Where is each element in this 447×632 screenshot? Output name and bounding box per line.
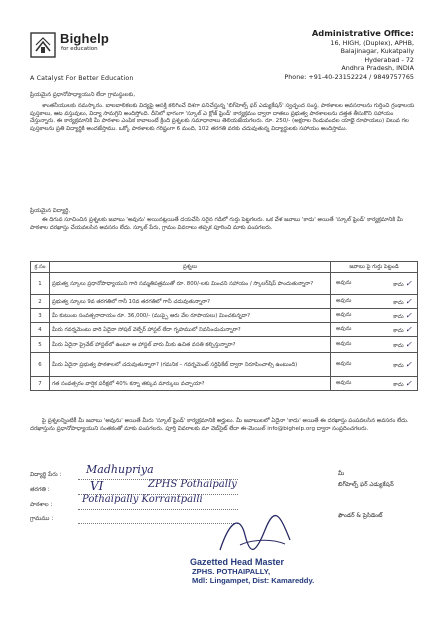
organization-label: బిగ్‌హెల్ప్ ఫర్ ఎడ్యుకేషన్	[338, 482, 394, 488]
question-text: మీరు ఏదైనా ప్రైవేట్ హాస్టల్‌లో ఉంటూ ఆ హాస్టల్ వారు మీకు ఉచిత వసతి కల్పిస్తున్నారా?	[50, 337, 331, 353]
office-line: 16, HIGH, (Duplex), APHB,	[330, 39, 414, 47]
checkmark-icon: ✓	[405, 324, 412, 334]
village-label: గ్రామము :	[30, 516, 54, 522]
questions-table	[30, 261, 418, 391]
row-number: 6	[31, 353, 50, 377]
salutation: ప్రియమైన ప్రధానోపాధ్యాయుని లేదా గ్రామస్థులకు,	[30, 92, 136, 98]
instruction-paragraph: ఈ దిగువ సూచించిన ప్రశ్నలకు జవాబు 'అవును' అయినట్లయితే దయచేసి సరైన గడిలో గుర్తు పెట్టగలరు. ఒక వేళ జవాబు 'కాదు' అయితే 'స్కూల్ ఫ్రెండ్' కార్యక్రమానికి మీ పాఠశాల దరఖాస్తు చేయవలసిన అవసరం లేదు. స్కూల్ పేరు, గ్రామం వివరాలు తప్పక పూరించి మాకు పంపగలరు.	[30, 217, 403, 231]
headmaster-signature	[210, 510, 300, 560]
table-header: ప్రశ్నలు	[50, 262, 331, 273]
brand-name: Bighelp	[60, 31, 110, 46]
stamp-location: Mdl: Lingampet, Dist: Kamareddy.	[192, 576, 315, 585]
no-option[interactable]: కాదు	[393, 281, 404, 288]
question-text: మీరు గవర్నమెంటు వారి ఏదైనా సోషల్ వెల్ఫేర్ హాస్టల్ లేదా గృహములో నివసించుచున్నారా?	[50, 323, 331, 337]
yes-option[interactable]: అవును	[336, 279, 352, 286]
table-row	[31, 273, 418, 295]
office-line: Balajinagar, Kukatpally	[340, 47, 414, 56]
no-option[interactable]: కాదు	[393, 327, 404, 334]
office-phone: Phone: +91-40-23152224 / 9849757765	[284, 73, 414, 82]
class-value[interactable]: VI	[90, 479, 104, 493]
question-text: మీరు ఏదైనా ప్రభుత్వ పాఠశాలలో చదువుతున్నారా? (గమనిక – గవర్నమెంట్ సర్టిఫికేట్ ద్వారా నిరూపించాల్సి ఉంటుంది)	[50, 353, 331, 377]
headmaster-stamp	[190, 557, 325, 585]
office-line: Andhra Pradesh, INDIA	[341, 63, 414, 72]
table-row	[31, 295, 418, 309]
table-row	[31, 323, 418, 337]
table-header-row	[31, 262, 418, 273]
tagline: A Catalyst For Better Education	[30, 75, 134, 82]
answer-cell[interactable]	[331, 377, 418, 391]
school-label: పాఠశాల :	[30, 502, 53, 508]
question-text: మీ కుటుంబ సంవత్సరాదాయం రూ. 36,000/- (ముప్పై ఆరు వేల రూపాయలు) మించకున్నదా?	[50, 309, 331, 323]
checkmark-icon: ✓	[405, 339, 412, 349]
row-number: 2	[31, 295, 50, 309]
checkmark-icon: ✓	[405, 310, 412, 320]
closing-label: మీ	[338, 471, 345, 477]
row-number: 5	[31, 337, 50, 353]
yes-option[interactable]: అవును	[336, 297, 352, 304]
yes-option[interactable]: అవును	[336, 325, 352, 332]
checkmark-icon: ✓	[405, 378, 412, 388]
table-row	[31, 337, 418, 353]
stamp-school: ZPHS. POTHAIPALLY,	[192, 567, 271, 576]
no-option[interactable]: కాదు	[393, 381, 404, 388]
class-label: తరగతి :	[30, 487, 50, 493]
row-number: 1	[31, 273, 50, 295]
question-text: గత సంవత్సరం వార్షిక పరీక్షలో 40% కన్నా తక్కువ మార్కులు వచ్చాయా?	[50, 377, 331, 391]
answer-cell[interactable]	[331, 273, 418, 295]
checkmark-icon: ✓	[405, 278, 412, 288]
table-row	[31, 353, 418, 377]
no-option[interactable]: కాదు	[393, 342, 404, 349]
table-header: జవాబు పై గుర్తు పెట్టండి	[331, 262, 418, 273]
office-address	[264, 28, 414, 81]
yes-option[interactable]: అవును	[336, 360, 352, 367]
student-salutation: ప్రియమైన విద్యార్థి,	[30, 208, 71, 214]
answer-cell[interactable]	[331, 309, 418, 323]
office-line: Hyderabad - 72	[364, 55, 414, 64]
table-row	[31, 309, 418, 323]
stamp-title: Gazetted Head Master	[190, 557, 285, 567]
answer-cell[interactable]	[331, 337, 418, 353]
no-option[interactable]: కాదు	[393, 299, 404, 306]
checkmark-icon: ✓	[405, 296, 412, 306]
founder-label: ఫౌండర్ & ప్రెసిడెంట్	[338, 513, 383, 519]
bighelp-logo-icon	[30, 30, 56, 60]
student-name-value[interactable]: Madhupriya	[86, 463, 154, 476]
table-header: క్ర.సం	[31, 262, 50, 273]
village-value[interactable]: Pothaipally Korrantpalli	[82, 494, 203, 505]
checkmark-icon: ✓	[405, 359, 412, 369]
intro-paragraph: శాంతనీయులకు నమస్కారం. బాలబాలికలకు విద్యపై ఆసక్తి కలిగించే దిశగా పనిచేస్తున్న 'బిగ్‌హెల్ప్ ఫర్ ఎడ్యుకేషన్' స్వచ్ఛంద సంస్థ, పాఠశాలల అవసరాలను గుర్తించి గ్రంథాలయ పుస్తకాలు, ఆట వస్తువులు, విద్యా సామగ్రిని అందిస్తోంది. దీనిలో భాగంగా 'స్కూల్ ఎ క్లోజ్ ఫ్రెండ్' కార్యక్రమం ద్వారా దాతలు ప్రభుత్వ పాఠశాలలను దత్తత తీసుకొని సహాయం చేస్తున్నారు. ఈ కార్యక్రమానికి మీ పాఠశాల ఎంపిక కావాలంటే క్రింది ప్రశ్నలకు సమాధానాలు తెలియజేయగలరు. రూ. 250/- (అక్షరాల రెండువందల యాభై రూపాయలు) విలువ గల పుస్తకాలను ప్రతి విద్యార్థికి అందజేస్తాము. ఒక్కో పాఠశాలకు గరిష్టంగా 6 మంది, 102 తరగతి వరకు చదువుతున్న విద్యార్థులకు సహాయం అందిస్తాము.	[30, 103, 415, 133]
question-text: ప్రభుత్వ స్కూలు 9వ తరగతిలో గానీ 10వ తరగతిలో గానీ చదువుతున్నారా?	[50, 295, 331, 309]
row-number: 4	[31, 323, 50, 337]
row-number: 3	[31, 309, 50, 323]
question-text: ప్రభుత్వ స్కూలు ప్రధానోపాధ్యాయుని గారి సమ్మతిపత్రముతో రూ. 800/-లకు మించని సహాయం / స్కాలర్‌షిప్‌ పొందుతున్నారా?	[50, 273, 331, 295]
answer-cell[interactable]	[331, 295, 418, 309]
answer-cell[interactable]	[331, 323, 418, 337]
school-value[interactable]: ZPHS Pothaipally	[148, 479, 237, 490]
brand-subtitle: for education	[61, 46, 98, 52]
student-name-label: విద్యార్థి పేరు :	[30, 472, 62, 478]
row-number: 7	[31, 377, 50, 391]
no-option[interactable]: కాదు	[393, 362, 404, 369]
office-title: Administrative Office:	[311, 28, 414, 38]
footer-note: పై ప్రశ్నలన్నింటికీ మీ జవాబు 'అవును' అయితే మీరు 'స్కూల్ ఫ్రెండ్' కార్యక్రమానికి అర్హులు. మీ జవాబులలో ఏదైనా 'కాదు' అయితే ఈ దరఖాస్తు పంపవలసిన అవసరం లేదు. దరఖాస్తును ప్రధానోపాధ్యాయుని సంతకంతో మాకు పంపగలరు. పూర్తి వివరాలకు మా వెబ్‌సైట్ లేదా ఈ-మెయిల్ info@bighelp.org ద్వారా సంప్రదించగలరు.	[30, 418, 409, 432]
no-option[interactable]: కాదు	[393, 313, 404, 320]
table-row	[31, 377, 418, 391]
yes-option[interactable]: అవును	[336, 379, 352, 386]
yes-option[interactable]: అవును	[336, 311, 352, 318]
yes-option[interactable]: అవును	[336, 340, 352, 347]
answer-cell[interactable]	[331, 353, 418, 377]
